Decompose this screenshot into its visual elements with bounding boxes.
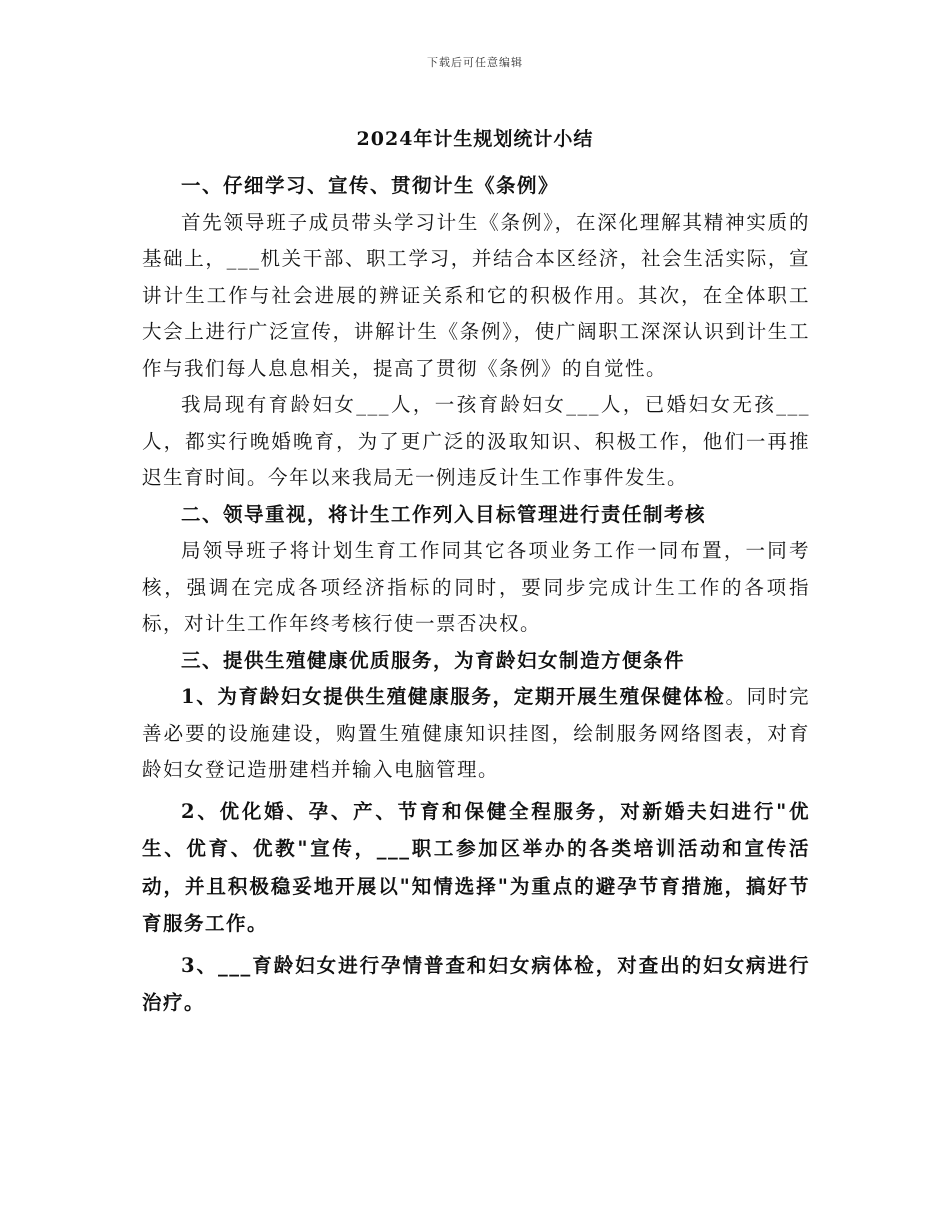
section-3-item-1: [142, 679, 810, 789]
section-3-item-2: 2、优化婚、孕、产、节育和保健全程服务，对新婚夫妇进行"优生、优育、优教"宣传，___职工参加区举办的各类培训活动和宣传活动，并且积极稳妥地开展以"知情选择"为重点的避孕节育措施，搞好节育服务工作。: [142, 799, 810, 935]
header-note: 下载后可任意编辑: [427, 56, 523, 69]
section-3-item-1-bold: 1、为育龄妇女提供生殖健康服务，定期开展生殖保健体检: [181, 685, 726, 708]
section-1-heading: 一、仔细学习、宣传、贯彻计生《条例》: [181, 174, 560, 197]
document-title: 2024年计生规划统计小结: [356, 128, 594, 150]
document-body: [142, 168, 810, 1022]
section-3-item-3: 3、___育龄妇女进行孕情普查和妇女病体检，对查出的妇女病进行治疗。: [142, 953, 810, 1014]
section-2-heading: 二、领导重视，将计生工作列入目标管理进行责任制考核: [181, 502, 707, 526]
section-3-item-1-rest: 。同时完善必要的设施建设，购置生殖健康知识挂图，绘制服务网络图表，对育龄妇女登记造册建档并输入电脑管理。: [142, 685, 810, 781]
section-1-paragraph-1: 首先领导班子成员带头学习计生《条例》，在深化理解其精神实质的基础上，___机关干部、职工学习，并结合本区经济，社会生活实际，宣讲计生工作与社会进展的辨证关系和它的积极作用。其次，在全体职工大会上进行广泛宣传，讲解计生《条例》，使广阔职工深深认识到计生工作与我们每人息息相关，提高了贯彻《条例》的自觉性。: [142, 210, 810, 380]
section-1-paragraph-2: 我局现有育龄妇女___人，一孩育龄妇女___人，已婚妇女无孩___人，都实行晚婚晚育，为了更广泛的汲取知识、积极工作，他们一再推迟生育时间。今年以来我局无一例违反计生工作事件发生。: [142, 393, 810, 489]
section-2-paragraph-1: 局领导班子将计划生育工作同其它各项业务工作一同布置，一同考核，强调在完成各项经济指标的同时，要同步完成计生工作的各项指标，对计生工作年终考核行使一票否决权。: [142, 539, 810, 635]
section-3-heading: 三、提供生殖健康优质服务，为育龄妇女制造方便条件: [181, 648, 686, 672]
